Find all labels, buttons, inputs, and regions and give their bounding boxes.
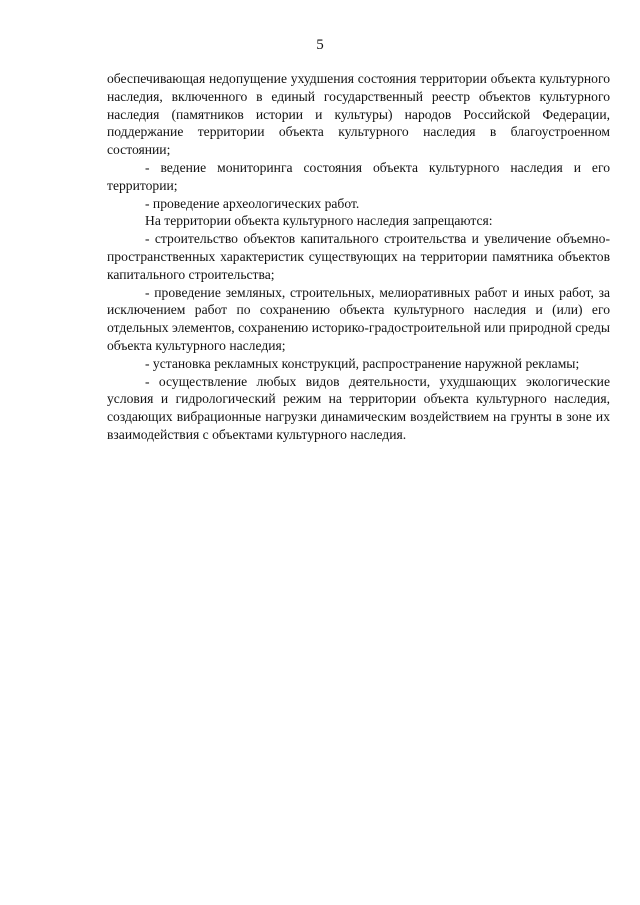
body-text bbox=[107, 70, 610, 444]
prohibitions-heading: На территории объекта культурного наследия запрещаются: bbox=[145, 213, 493, 229]
list-item-archaeology: - проведение археологических работ. bbox=[145, 195, 360, 211]
list-item-earthworks: - проведение земляных, строительных, мелиоративных работ и иных работ, за исключением работ по сохранению объекта культурного наследия и (или) его отдельных элементов, сохранению историко-градостроительной или природной среды объекта культурного наследия; bbox=[107, 284, 610, 353]
list-item-advertising: - установка рекламных конструкций, распространение наружной рекламы; bbox=[145, 355, 580, 371]
page-number: 5 bbox=[316, 37, 324, 53]
list-item-activities: - осуществление любых видов деятельности, ухудшающих экологические условия и гидрологический режим на территории объекта культурного наследия, создающих вибрационные нагрузки динамическим воздействием на грунты в зоне их взаимодействия с объектами культурного наследия. bbox=[107, 373, 610, 442]
list-item-construction: - строительство объектов капитального строительства и увеличение объемно-пространственных характеристик существующих на территории памятника объектов капитального строительства; bbox=[107, 231, 610, 282]
paragraph-continuation: обеспечивающая недопущение ухудшения состояния территории объекта культурного наследия, включенного в единый государственный реестр объектов культурного наследия (памятников истории и культуры) народов Российской Федерации, поддержание территории объекта культурного наследия в благоустроенном состоянии; bbox=[107, 71, 610, 158]
list-item-monitoring: - ведение мониторинга состояния объекта культурного наследия и его территории; bbox=[107, 159, 610, 193]
